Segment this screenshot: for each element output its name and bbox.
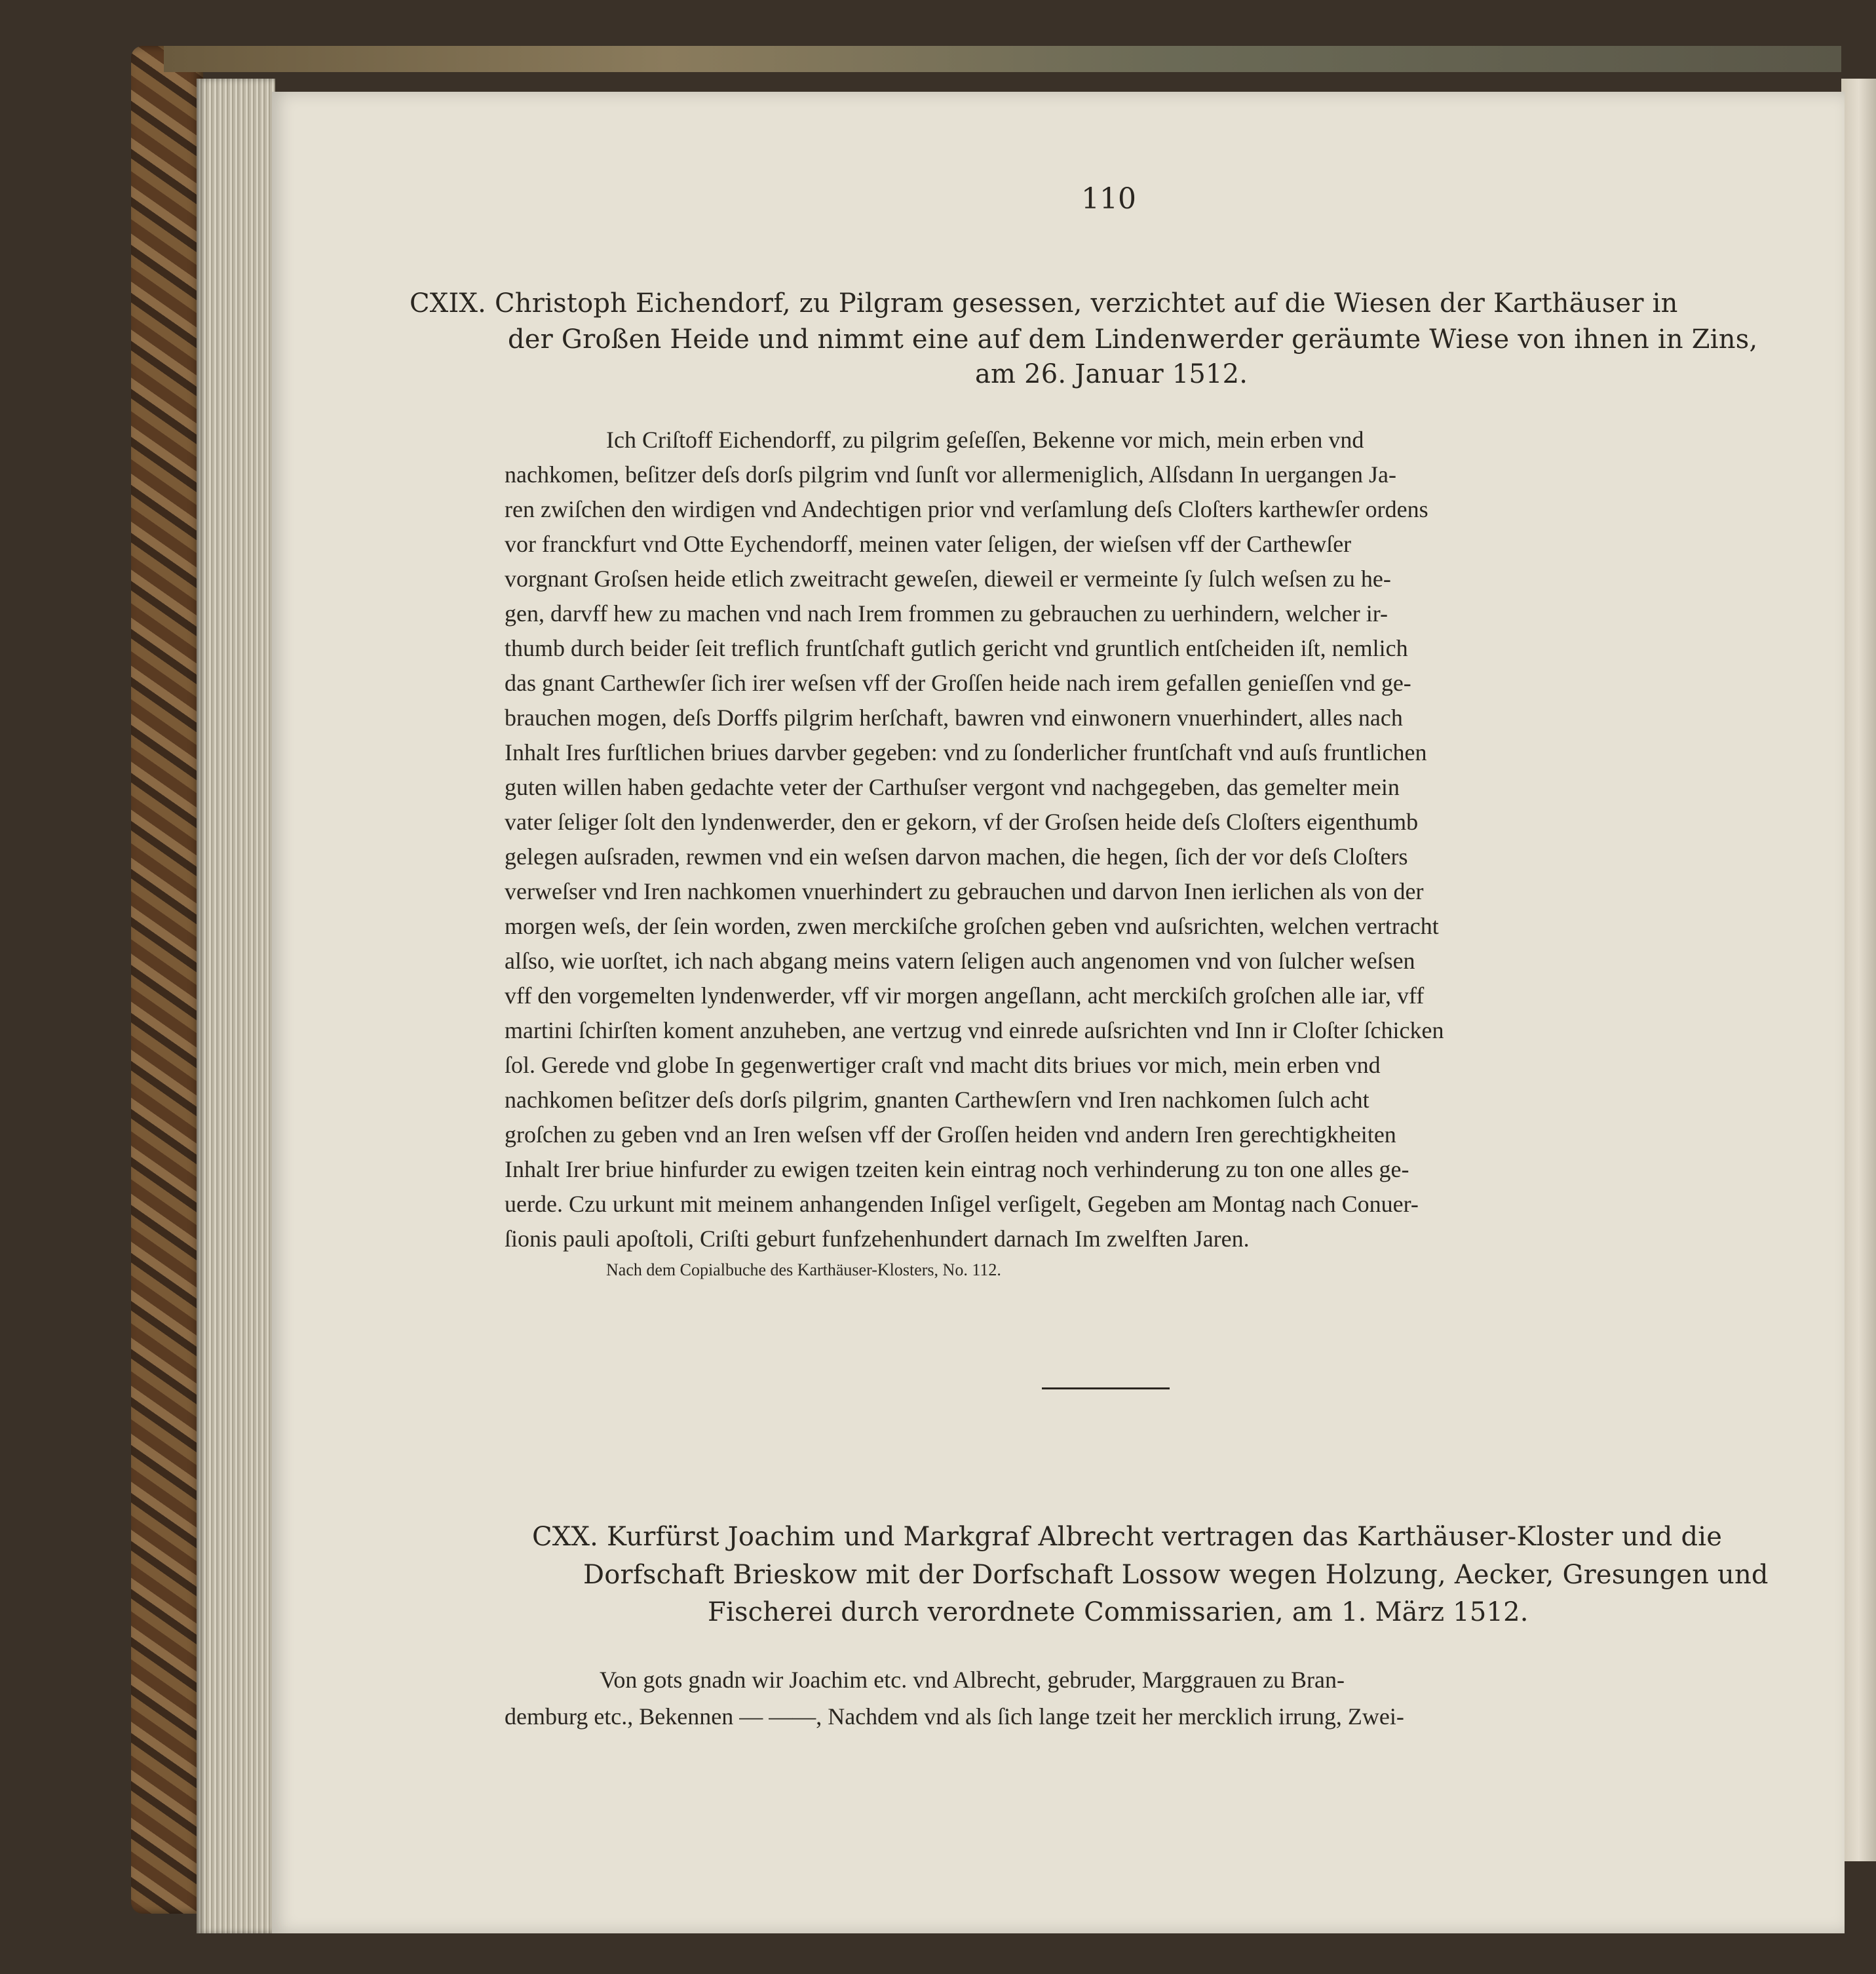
- section-1-body-line: vater ſeliger ſolt den lyndenwerder, den er gekorn, vf der Groſsen heide deſs Cloſters eigenthumb: [505, 809, 1419, 835]
- section-1-heading-line-3: am 26. Januar 1512.: [975, 359, 1248, 389]
- section-2-body-line: demburg etc., Bekennen — ——, Nachdem vnd als ſich lange tzeit her mercklich irrung, Zwei-: [505, 1703, 1404, 1730]
- section-1-body-line: ren zwiſchen den wirdigen vnd Andechtigen prior vnd verſamlung deſs Cloſters karthewſer ordens: [505, 496, 1428, 522]
- section-1-heading-line-1: CXIX. Christoph Eichendorf, zu Pilgram gesessen, verzichtet auf die Wiesen der Karthäuser in: [410, 288, 1678, 319]
- section-1-body-line: guten willen haben gedachte veter der Carthuſser vergont vnd nachgegeben, das gemelter mein: [505, 774, 1400, 800]
- section-1-body-line: vorgnant Groſsen heide etlich zweitracht geweſen, dieweil er vermeinte ſy ſulch weſsen zu he-: [505, 566, 1391, 592]
- section-1-body-line: alſso, wie uorſtet, ich nach abgang meins vatern ſeligen auch angenomen vnd von ſulcher weſsen: [505, 948, 1415, 974]
- section-1-body-line: gen, darvff hew zu machen vnd nach Irem frommen zu gebrauchen zu uerhindern, welcher ir-: [505, 600, 1388, 627]
- section-1-body-line: verweſser vnd Iren nachkomen vnuerhindert zu gebrauchen und darvon Inen ierlichen als von der: [505, 878, 1424, 904]
- page-number: 110: [1081, 182, 1136, 216]
- section-1-body-line: brauchen mogen, deſs Dorffs pilgrim herſchaft, bawren vnd einwonern vnuerhindert, alles nach: [505, 705, 1403, 731]
- section-1-body-line: nachkomen beſitzer deſs dorſs pilgrim, gnanten Carthewſern vnd Iren nachkomen ſulch acht: [505, 1087, 1369, 1113]
- section-2-heading-line-3: Fischerei durch verordnete Commissarien, am 1. März 1512.: [708, 1597, 1529, 1627]
- section-1-body-line: Inhalt Irer briue hinfurder zu ewigen tzeiten kein eintrag noch verhinderung zu ton one alles ge-: [505, 1156, 1409, 1182]
- section-2-body-line: Von gots gnadn wir Joachim etc. vnd Albrecht, gebruder, Marggrauen zu Bran-: [600, 1667, 1345, 1693]
- page-edges-left: [197, 79, 275, 1933]
- section-divider: [1042, 1387, 1170, 1389]
- section-1-body-line: Inhalt Ires furſtlichen briues darvber gegeben: vnd zu ſonderlicher fruntſchaft vnd auſs fruntlichen: [505, 739, 1427, 765]
- section-1-heading-line-2: der Großen Heide und nimmt eine auf dem Lindenwerder geräumte Wiese von ihnen in Zins,: [508, 324, 1758, 355]
- section-1-body-line: vff den vorgemelten lyndenwerder, vff vir morgen angeſlann, acht merckiſch groſchen alle iar, vff: [505, 982, 1425, 1009]
- section-1-body-line: das gnant Carthewſer ſich irer weſsen vff der Groſſen heide nach irem gefallen genieſſen vnd ge-: [505, 670, 1411, 696]
- section-1-body-line: thumb durch beider ſeit treflich fruntſchaft gutlich gericht vnd gruntlich entſcheiden iſt, nemlich: [505, 635, 1408, 661]
- section-1-body-line: Ich Criſtoff Eichendorff, zu pilgrim geſeſſen, Bekenne vor mich, mein erben vnd: [606, 427, 1364, 453]
- section-1-body-line: nachkomen, beſitzer deſs dorſs pilgrim vnd ſunſt vor allermeniglich, Alſsdann In uergangen Ja-: [505, 461, 1397, 488]
- section-2-heading-line-1: CXX. Kurfürst Joachim und Markgraf Albrecht vertragen das Karthäuser-Kloster und die: [532, 1522, 1723, 1552]
- page-edges-right: [1841, 79, 1876, 1861]
- section-1-body-line: uerde. Czu urkunt mit meinem anhangenden Inſigel verſigelt, Gegeben am Montag nach Conuer-: [505, 1191, 1419, 1217]
- section-1-body-line: ſol. Gerede vnd globe In gegenwertiger craſt vnd macht dits briues vor mich, mein erben vnd: [505, 1052, 1381, 1078]
- section-1-source-note: Nach dem Copialbuche des Karthäuser-Klosters, No. 112.: [606, 1260, 1001, 1279]
- section-1-body-line: vor franckfurt vnd Otte Eychendorff, meinen vater ſeligen, der wieſsen vff der Carthewſer: [505, 531, 1352, 557]
- section-2-heading-line-2: Dorfschaft Brieskow mit der Dorfschaft Lossow wegen Holzung, Aecker, Gresungen und: [583, 1560, 1769, 1590]
- marbled-spine: [131, 46, 203, 1914]
- section-1-body-line: martini ſchirſten koment anzuheben, ane vertzug vnd einrede auſsrichten vnd Inn ir Cloſter ſchicken: [505, 1017, 1444, 1043]
- section-1-body-line: gelegen auſsraden, rewmen vnd ein weſsen darvon machen, die hegen, ſich der vor deſs Cloſters: [505, 843, 1408, 870]
- section-1-body-line: ſionis pauli apoſtoli, Criſti geburt funfzehenhundert darnach Im zwelften Jaren.: [505, 1226, 1250, 1252]
- section-1-body-line: groſchen zu geben vnd an Iren weſsen vff der Groſſen heiden vnd andern Iren gerechtigkheiten: [505, 1121, 1396, 1148]
- book-top-edge: [164, 46, 1841, 72]
- section-1-body-line: morgen weſs, der ſein worden, zwen merckiſche groſchen geben vnd auſsrichten, welchen vertracht: [505, 913, 1439, 939]
